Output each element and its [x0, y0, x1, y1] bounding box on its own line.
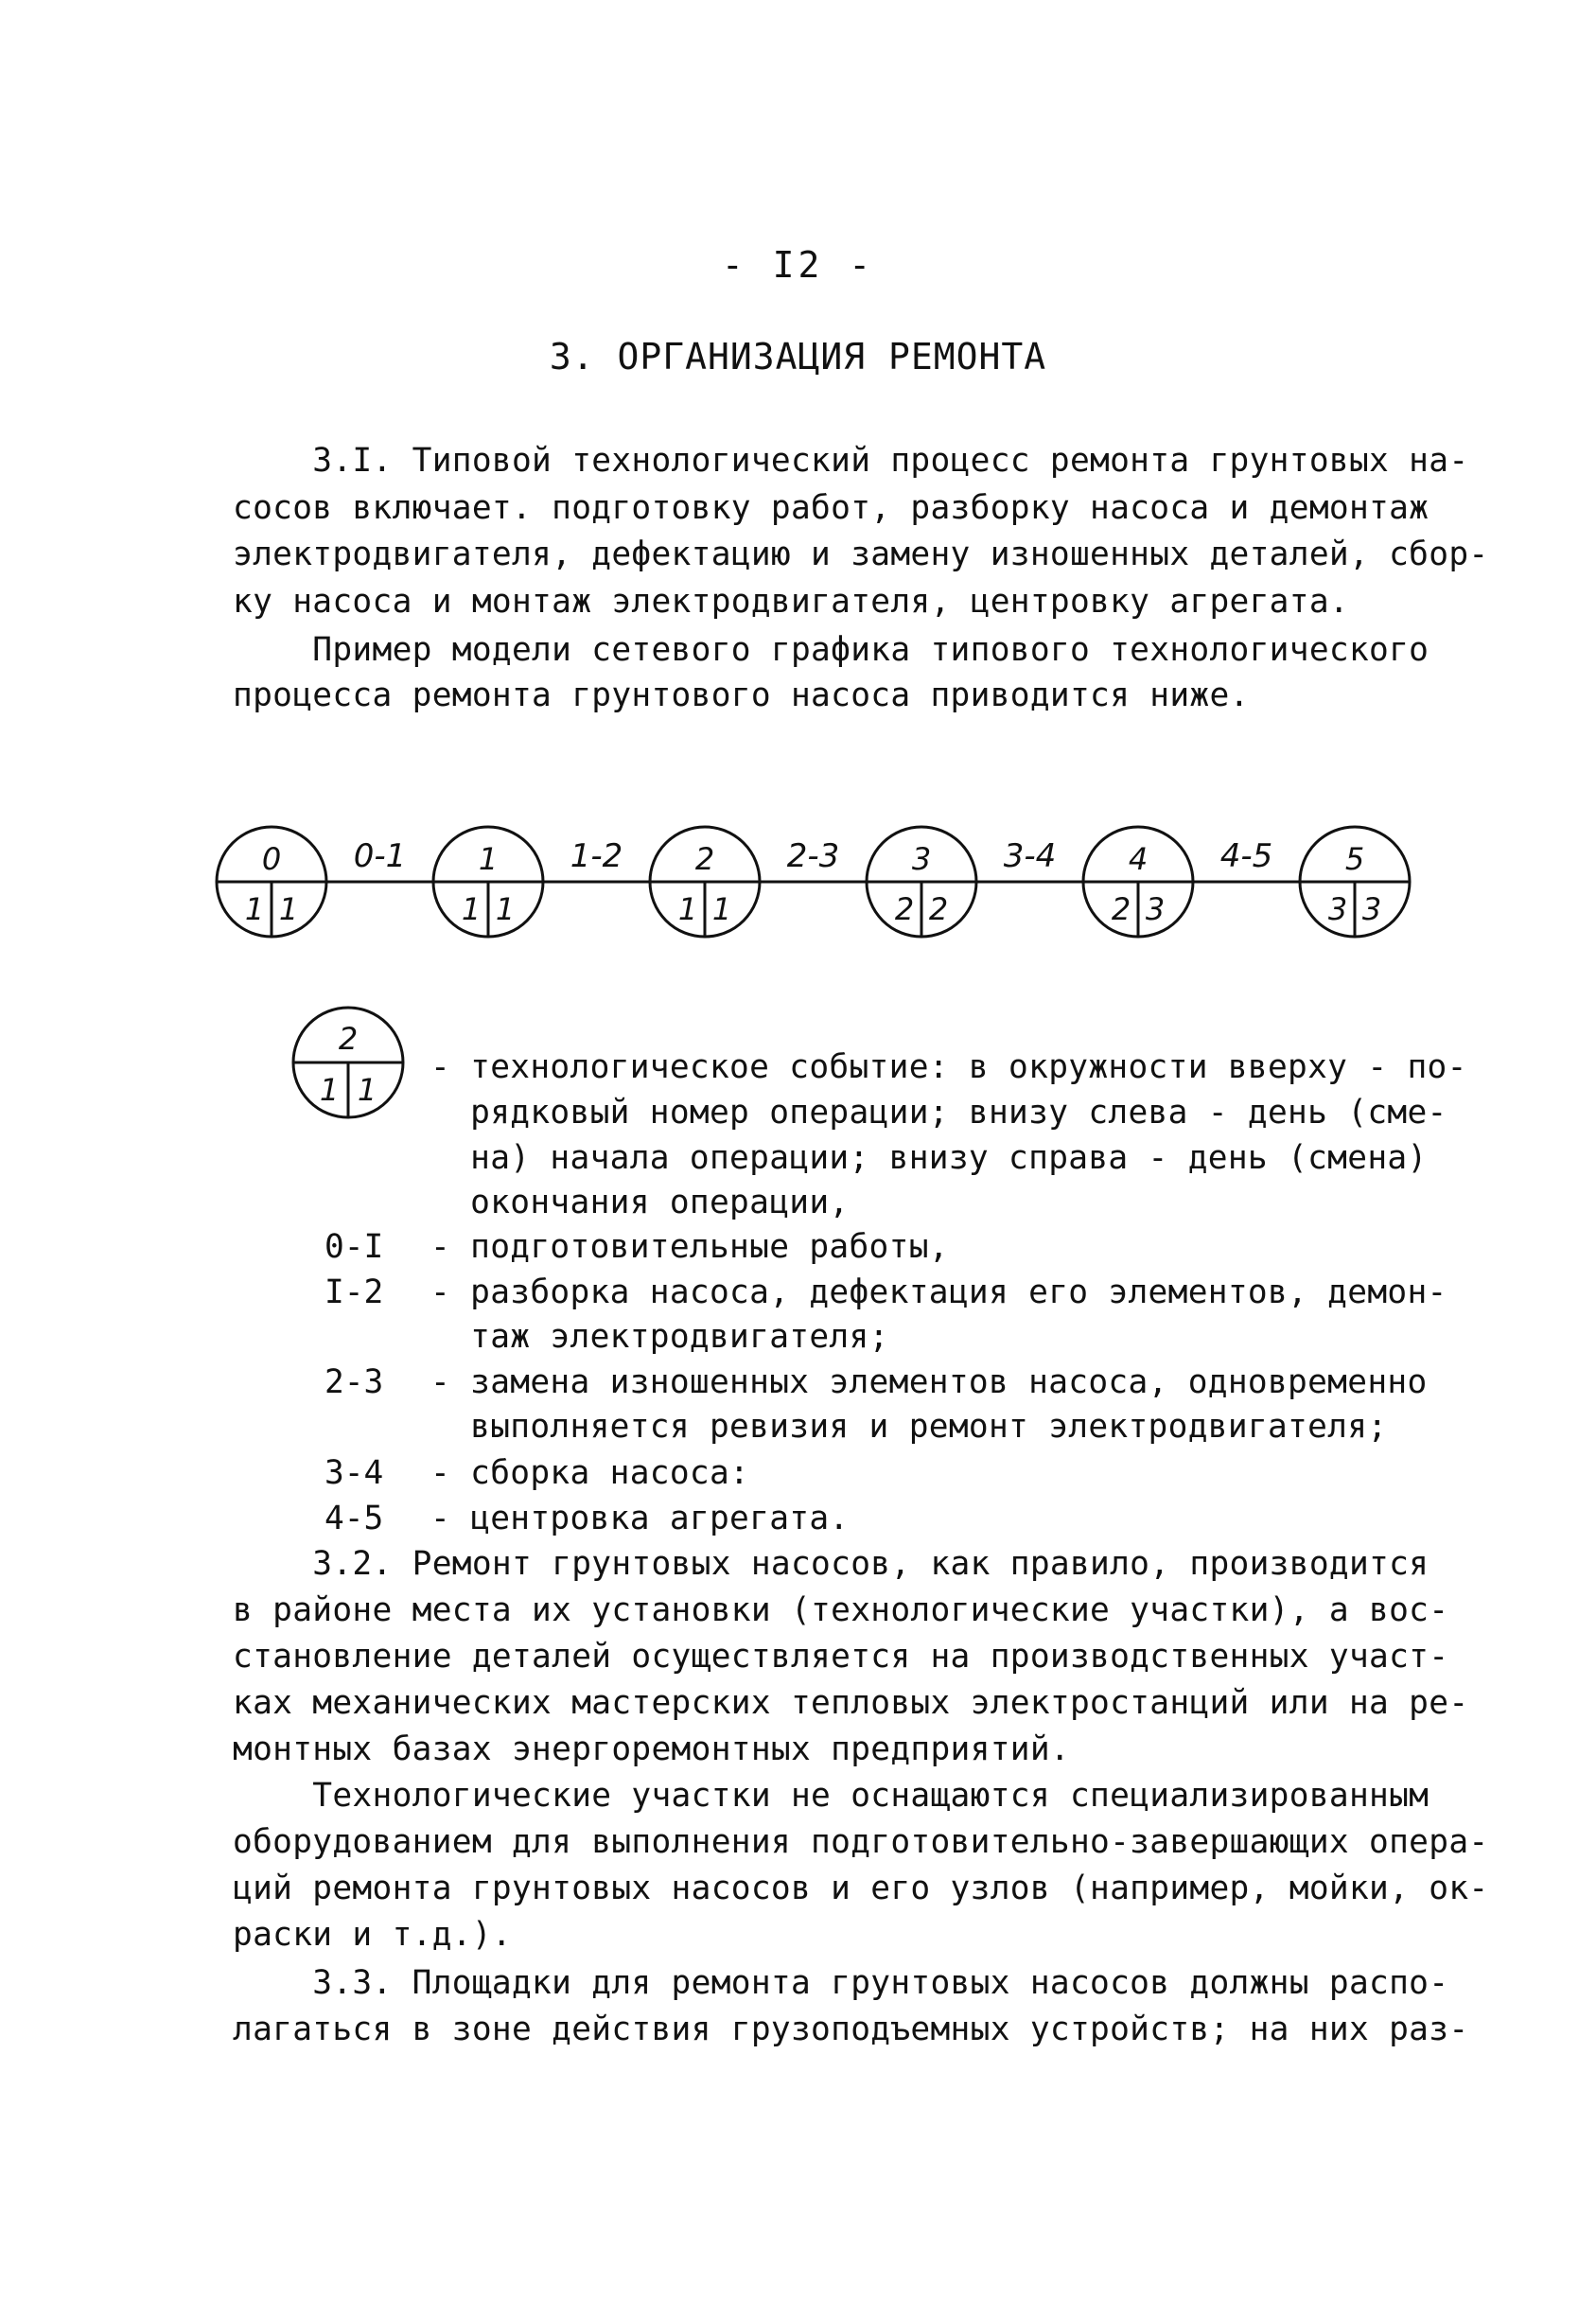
- legend-event-left: 1: [319, 1072, 340, 1108]
- event-end-day: 1: [711, 891, 732, 927]
- event-number: 0: [261, 841, 282, 877]
- text-line: 3.3. Площадки для ремонта грунтовых насосов должны распо-: [233, 1964, 1449, 2002]
- network-diagram: [0, 814, 1596, 965]
- legend-item-line: - сборка насоса:: [430, 1454, 750, 1492]
- event-number: 2: [694, 841, 715, 877]
- legend-item-line: таж электродвигателя;: [430, 1318, 889, 1356]
- text-line: становление деталей осуществляется на производственных участ-: [233, 1638, 1449, 1676]
- event-number: 5: [1344, 841, 1365, 877]
- text-line: Пример модели сетевого графика типового технологического: [233, 631, 1429, 669]
- legend-code: I-2: [324, 1273, 384, 1311]
- legend-event-symbol: [284, 998, 416, 1131]
- activity-label: 4-5: [1219, 837, 1273, 875]
- legend-item-line: выполняется ревизия и ремонт электродвигателя;: [430, 1408, 1388, 1446]
- text-line: процесса ремонта грунтового насоса приводится ниже.: [233, 676, 1250, 714]
- event-end-day: 3: [1361, 891, 1382, 927]
- legend-event-top: 2: [338, 1021, 359, 1057]
- event-start-day: 3: [1327, 891, 1348, 927]
- text-line: раски и т.д.).: [233, 1916, 512, 1954]
- text-line: 3.2. Ремонт грунтовых насосов, как правило, производится: [233, 1545, 1429, 1583]
- text-line: ций ремонта грунтовых насосов и его узлов (например, мойки, ок-: [233, 1870, 1489, 1907]
- legend-desc-line: рядковый номер операции; внизу слева - день (сме-: [430, 1094, 1447, 1132]
- legend-code: 3-4: [324, 1454, 384, 1492]
- legend-item-line: - замена изношенных элементов насоса, одновременно: [430, 1363, 1428, 1401]
- text-line: Технологические участки не оснащаются специализированным: [233, 1777, 1429, 1815]
- event-end-day: 1: [495, 891, 516, 927]
- text-line: в районе места их установки (технологические участки), а вос-: [233, 1591, 1449, 1629]
- text-line: 3.I. Типовой технологический процесс ремонта грунтовых на-: [233, 442, 1469, 480]
- activity-label: 1-2: [570, 837, 623, 875]
- event-start-day: 1: [461, 891, 482, 927]
- legend-desc-line: на) начала операции; внизу справа - день (смена): [430, 1139, 1428, 1177]
- activity-label: 3-4: [1003, 837, 1057, 875]
- event-start-day: 2: [1111, 891, 1131, 927]
- legend-item-line: - центровка агрегата.: [430, 1500, 850, 1537]
- legend-item-line: - подготовительные работы,: [430, 1228, 949, 1266]
- event-start-day: 1: [244, 891, 265, 927]
- event-end-day: 2: [928, 891, 949, 927]
- event-number: 4: [1128, 841, 1149, 877]
- section-heading: 3. ОРГАНИЗАЦИЯ РЕМОНТА: [549, 336, 1047, 377]
- activity-label: 0-1: [353, 837, 407, 875]
- event-end-day: 3: [1145, 891, 1166, 927]
- event-number: 1: [478, 841, 499, 877]
- text-line: сосов включает. подготовку работ, разборку насоса и демонтаж: [233, 489, 1429, 527]
- legend-event-right: 1: [357, 1072, 377, 1108]
- legend-code: 4-5: [324, 1500, 384, 1537]
- text-line: ках механических мастерских тепловых электростанций или на ре-: [233, 1684, 1469, 1722]
- legend-desc-line: окончания операции,: [430, 1184, 850, 1221]
- activity-label: 2-3: [786, 837, 840, 875]
- event-start-day: 2: [894, 891, 915, 927]
- page-number: - I2 -: [721, 244, 875, 286]
- legend-code: 0-I: [324, 1228, 384, 1266]
- legend-code: 2-3: [324, 1363, 384, 1401]
- text-line: электродвигателя, дефектацию и замену изношенных деталей, сбор-: [233, 535, 1489, 573]
- event-number: 3: [911, 841, 932, 877]
- text-line: ку насоса и монтаж электродвигателя, центровку агрегата.: [233, 583, 1349, 621]
- event-end-day: 1: [278, 891, 299, 927]
- legend-item-line: - разборка насоса, дефектация его элементов, демон-: [430, 1273, 1447, 1311]
- text-line: оборудованием для выполнения подготовительно-завершающих опера-: [233, 1823, 1489, 1861]
- text-line: монтных базах энергоремонтных предприятий.: [233, 1730, 1070, 1768]
- text-line: лагаться в зоне действия грузоподъемных устройств; на них раз-: [233, 2010, 1469, 2048]
- event-start-day: 1: [677, 891, 698, 927]
- legend-desc-line: - технологическое событие: в окружности вверху - по-: [430, 1048, 1467, 1086]
